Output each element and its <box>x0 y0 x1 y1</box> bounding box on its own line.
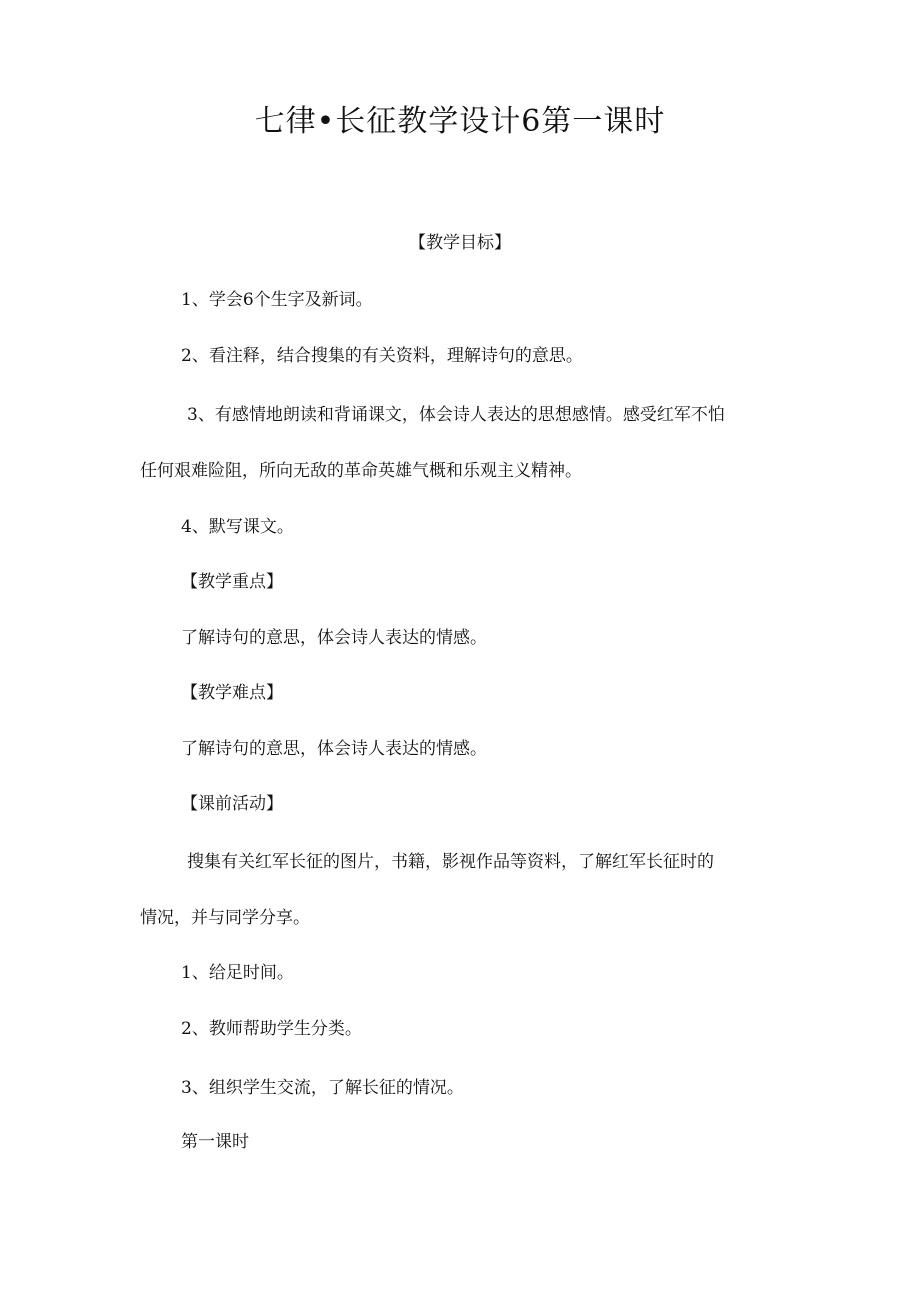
document-title: 七律•长征教学设计6第一课时 <box>254 104 666 139</box>
step-2: 2、教师帮助学生分类。 <box>181 1019 362 1039</box>
objective-2: 2、看注释，结合搜集的有关资料，理解诗句的意思。 <box>181 346 583 366</box>
objective-3-line-1: 3、有感情地朗读和背诵课文，体会诗人表达的思想感情。感受红军不怕 <box>187 405 725 425</box>
objective-3-line-2: 任何艰难险阻，所向无敌的革命英雄气概和乐观主义精神。 <box>140 461 582 481</box>
preclass-line-2: 情况，并与同学分享。 <box>140 908 310 928</box>
preclass-heading: 【课前活动】 <box>181 794 283 814</box>
objective-1: 1、学会6个生字及新词。 <box>181 290 373 310</box>
difficulties-text: 了解诗句的意思，体会诗人表达的情感。 <box>181 739 487 759</box>
key-points-text: 了解诗句的意思，体会诗人表达的情感。 <box>181 628 487 648</box>
objective-4: 4、默写课文。 <box>181 517 294 537</box>
step-1: 1、给足时间。 <box>181 963 294 983</box>
key-points-heading: 【教学重点】 <box>181 572 283 592</box>
step-3: 3、组织学生交流，了解长征的情况。 <box>181 1078 464 1098</box>
objectives-heading: 【教学目标】 <box>409 233 511 253</box>
lesson-label: 第一课时 <box>181 1132 249 1152</box>
preclass-line-1: 搜集有关红军长征的图片，书籍，影视作品等资料，了解红军长征时的 <box>187 852 714 872</box>
difficulties-heading: 【教学难点】 <box>181 683 283 703</box>
